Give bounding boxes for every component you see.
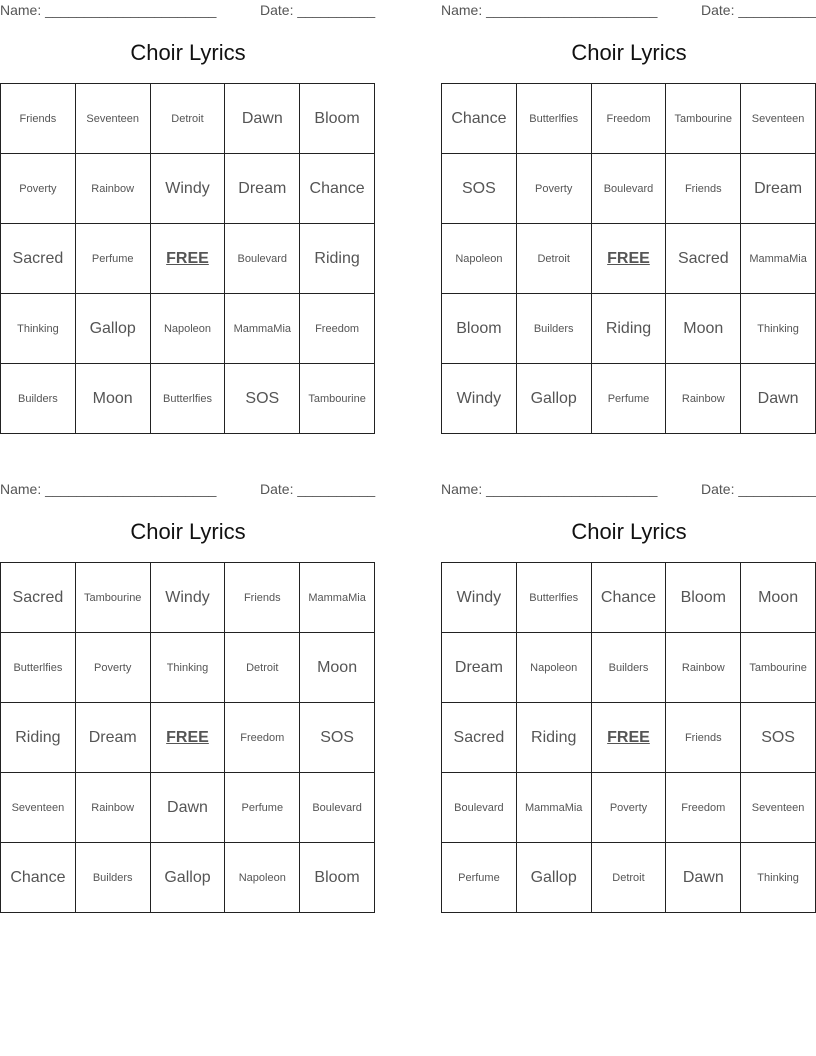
bingo-cell: MammaMia <box>517 773 592 843</box>
bingo-cell: Perfume <box>592 364 667 434</box>
bingo-cell: Freedom <box>300 294 375 364</box>
bingo-cell: Poverty <box>1 154 76 224</box>
bingo-cell: Poverty <box>76 633 151 703</box>
bingo-cell: Bloom <box>666 563 741 633</box>
bingo-cell: Seventeen <box>741 773 816 843</box>
bingo-grid <box>441 562 816 913</box>
bingo-cell: Bloom <box>300 843 375 913</box>
bingo-cell: Detroit <box>151 84 226 154</box>
date-field-label: Date: __________ <box>701 481 816 497</box>
bingo-cell: Windy <box>442 563 517 633</box>
free-space-cell: FREE <box>592 703 667 773</box>
bingo-cell: Moon <box>666 294 741 364</box>
bingo-cell: Detroit <box>592 843 667 913</box>
bingo-cell: Chance <box>300 154 375 224</box>
bingo-cell: Sacred <box>442 703 517 773</box>
name-date-row <box>0 481 376 499</box>
bingo-cell: Tambourine <box>666 84 741 154</box>
bingo-grid <box>0 562 375 913</box>
bingo-cell: SOS <box>225 364 300 434</box>
card-title: Choir Lyrics <box>130 40 246 65</box>
bingo-cell: Poverty <box>517 154 592 224</box>
bingo-cell: Perfume <box>225 773 300 843</box>
bingo-card-4 <box>441 479 816 915</box>
bingo-cell: Dream <box>76 703 151 773</box>
bingo-cell: Rainbow <box>76 773 151 843</box>
free-space-cell: FREE <box>151 224 226 294</box>
bingo-cell: Bloom <box>442 294 517 364</box>
bingo-cell: Tambourine <box>300 364 375 434</box>
bingo-cell: Builders <box>517 294 592 364</box>
name-field-label: Name: ______________________ <box>441 2 658 18</box>
bingo-cell: Gallop <box>151 843 226 913</box>
bingo-cell: Freedom <box>592 84 667 154</box>
bingo-cell: Detroit <box>517 224 592 294</box>
bingo-cell: Dream <box>225 154 300 224</box>
bingo-cell: Tambourine <box>741 633 816 703</box>
bingo-card-3 <box>0 479 376 915</box>
card-title: Choir Lyrics <box>130 519 246 544</box>
bingo-cell: Windy <box>151 563 226 633</box>
bingo-cell: Freedom <box>225 703 300 773</box>
bingo-cell: Dawn <box>225 84 300 154</box>
bingo-cell: MammaMia <box>300 563 375 633</box>
bingo-cell: Thinking <box>741 294 816 364</box>
name-field-label: Name: ______________________ <box>0 2 217 18</box>
bingo-cell: Riding <box>517 703 592 773</box>
name-date-row <box>0 2 376 20</box>
date-field-label: Date: __________ <box>701 2 816 18</box>
bingo-cell: MammaMia <box>741 224 816 294</box>
bingo-cell: Perfume <box>442 843 517 913</box>
bingo-cell: Riding <box>592 294 667 364</box>
bingo-cell: SOS <box>741 703 816 773</box>
bingo-cell: Gallop <box>517 843 592 913</box>
bingo-cell: Freedom <box>666 773 741 843</box>
bingo-cell: Friends <box>225 563 300 633</box>
bingo-cell: Chance <box>592 563 667 633</box>
bingo-cell: Rainbow <box>666 633 741 703</box>
name-date-row <box>441 2 816 20</box>
card-title: Choir Lyrics <box>571 40 687 65</box>
bingo-cell: Dawn <box>666 843 741 913</box>
bingo-cell: Builders <box>592 633 667 703</box>
bingo-cell: MammaMia <box>225 294 300 364</box>
bingo-cell: Windy <box>151 154 226 224</box>
bingo-cell: Moon <box>741 563 816 633</box>
bingo-cell: Thinking <box>741 843 816 913</box>
free-space-cell: FREE <box>592 224 667 294</box>
bingo-cell: Poverty <box>592 773 667 843</box>
name-date-row <box>441 481 816 499</box>
bingo-cell: Butterlfies <box>1 633 76 703</box>
bingo-cell: Boulevard <box>442 773 517 843</box>
bingo-cell: Butterlfies <box>517 84 592 154</box>
bingo-cell: Windy <box>442 364 517 434</box>
bingo-cell: Boulevard <box>225 224 300 294</box>
bingo-cell: Thinking <box>151 633 226 703</box>
bingo-grid <box>441 83 816 434</box>
bingo-cell: Riding <box>300 224 375 294</box>
bingo-cell: Perfume <box>76 224 151 294</box>
bingo-grid <box>0 83 375 434</box>
bingo-cell: Detroit <box>225 633 300 703</box>
date-field-label: Date: __________ <box>260 481 376 497</box>
bingo-card-2 <box>441 0 816 436</box>
bingo-cell: Chance <box>442 84 517 154</box>
bingo-cell: Bloom <box>300 84 375 154</box>
bingo-cell: Moon <box>76 364 151 434</box>
name-field-label: Name: ______________________ <box>0 481 217 497</box>
bingo-cell: Moon <box>300 633 375 703</box>
bingo-cell: Dawn <box>151 773 226 843</box>
bingo-cell: Butterlfies <box>151 364 226 434</box>
bingo-cell: Boulevard <box>592 154 667 224</box>
bingo-cell: Rainbow <box>76 154 151 224</box>
name-field-label: Name: ______________________ <box>441 481 658 497</box>
bingo-cell: Builders <box>76 843 151 913</box>
bingo-cell: Builders <box>1 364 76 434</box>
bingo-cell: Napoleon <box>151 294 226 364</box>
bingo-cell: SOS <box>300 703 375 773</box>
bingo-card-1 <box>0 0 376 436</box>
bingo-cell: Sacred <box>1 563 76 633</box>
bingo-cell: Gallop <box>517 364 592 434</box>
free-space-cell: FREE <box>151 703 226 773</box>
bingo-cell: Riding <box>1 703 76 773</box>
bingo-cell: Chance <box>1 843 76 913</box>
bingo-cell: Seventeen <box>76 84 151 154</box>
bingo-cell: Boulevard <box>300 773 375 843</box>
bingo-cell: Thinking <box>1 294 76 364</box>
bingo-cell: Butterlfies <box>517 563 592 633</box>
bingo-cell: Dream <box>442 633 517 703</box>
date-field-label: Date: __________ <box>260 2 376 18</box>
bingo-cell: Rainbow <box>666 364 741 434</box>
bingo-cell: Dawn <box>741 364 816 434</box>
bingo-cell: Friends <box>666 154 741 224</box>
bingo-cell: Napoleon <box>225 843 300 913</box>
bingo-cell: Napoleon <box>442 224 517 294</box>
bingo-cell: Seventeen <box>1 773 76 843</box>
bingo-cell: Sacred <box>666 224 741 294</box>
bingo-cell: Tambourine <box>76 563 151 633</box>
bingo-cell: Friends <box>666 703 741 773</box>
bingo-cell: Dream <box>741 154 816 224</box>
bingo-cell: Seventeen <box>741 84 816 154</box>
bingo-cell: Sacred <box>1 224 76 294</box>
bingo-cell: Friends <box>1 84 76 154</box>
bingo-cell: Gallop <box>76 294 151 364</box>
bingo-cell: SOS <box>442 154 517 224</box>
bingo-cell: Napoleon <box>517 633 592 703</box>
card-title: Choir Lyrics <box>571 519 687 544</box>
